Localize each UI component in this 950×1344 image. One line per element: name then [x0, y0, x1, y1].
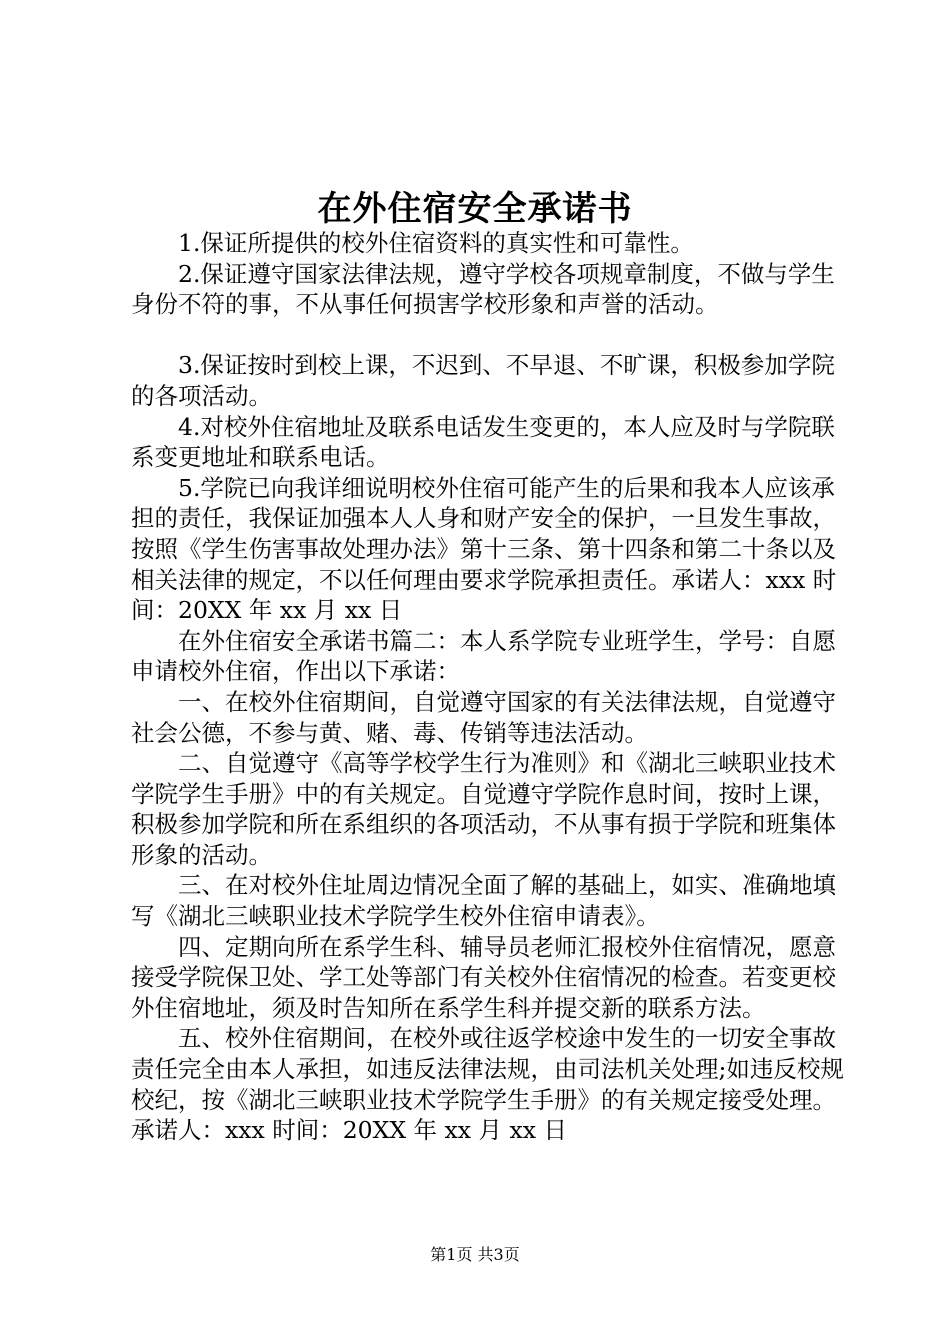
paragraph-6: 在外住宿安全承诺书篇二：本人系学院专业班学生，学号：自愿申请校外住宿，作出以下承诺：: [131, 626, 836, 686]
paragraph-5: 5.学院已向我详细说明校外住宿可能产生的后果和我本人应该承担的责任，我保证加强本人人身和财产安全的保护，一旦发生事故，按照《学生伤害事故处理办法》第十三条、第十四条和第二十条以及相关法律的规定，不以任何理由要求学院承担责任。承诺人：xxx 时间：20XX 年 xx 月 xx 日: [131, 473, 837, 625]
document-body: [131, 228, 849, 1146]
paragraph-4: 4.对校外住宿地址及联系电话发生变更的，本人应及时与学院联系变更地址和联系电话。: [131, 412, 835, 472]
paragraph-7: 一、在校外住宿期间，自觉遵守国家的有关法律法规，自觉遵守社会公德，不参与黄、赌、毒、传销等违法活动。: [131, 687, 836, 747]
paragraph-1: 1.保证所提供的校外住宿资料的真实性和可靠性。: [178, 229, 694, 257]
page-title: 在外住宿安全承诺书: [317, 189, 633, 229]
paragraph-2: 2.保证遵守国家法律法规，遵守学校各项规章制度，不做与学生身份不符的事，不从事任何损害学校形象和声誉的活动。: [131, 259, 835, 319]
page-footer: 第1页 共3页: [430, 1245, 520, 1264]
paragraph-8: 二、自觉遵守《高等学校学生行为准则》和《湖北三峡职业技术学院学生手册》中的有关规定。自觉遵守学院作息时间，按时上课，积极参加学院和所在系组织的各项活动，不从事有损于学院和班集体形象的活动。: [131, 749, 836, 869]
paragraph-10: 四、定期向所在系学生科、辅导员老师汇报校外住宿情况，愿意接受学院保卫处、学工处等部门有关校外住宿情况的检查。若变更校外住宿地址，须及时告知所在系学生科并提交新的联系方法。: [131, 932, 836, 1022]
paragraph-3: 3.保证按时到校上课，不迟到、不早退、不旷课，积极参加学院的各项活动。: [131, 351, 835, 410]
paragraph-9: 三、在对校外住址周边情况全面了解的基础上，如实、准确地填写《湖北三峡职业技术学院学生校外住宿申请表》。: [131, 871, 836, 931]
paragraph-11: 五、校外住宿期间，在校外或往返学校途中发生的一切安全事故责任完全由本人承担，如违反法律法规，由司法机关处理;如违反校规校纪，按《湖北三峡职业技术学院学生手册》的有关规定接受处理。承诺人：xxx 时间：20XX 年 xx 月 xx 日: [131, 1024, 844, 1145]
